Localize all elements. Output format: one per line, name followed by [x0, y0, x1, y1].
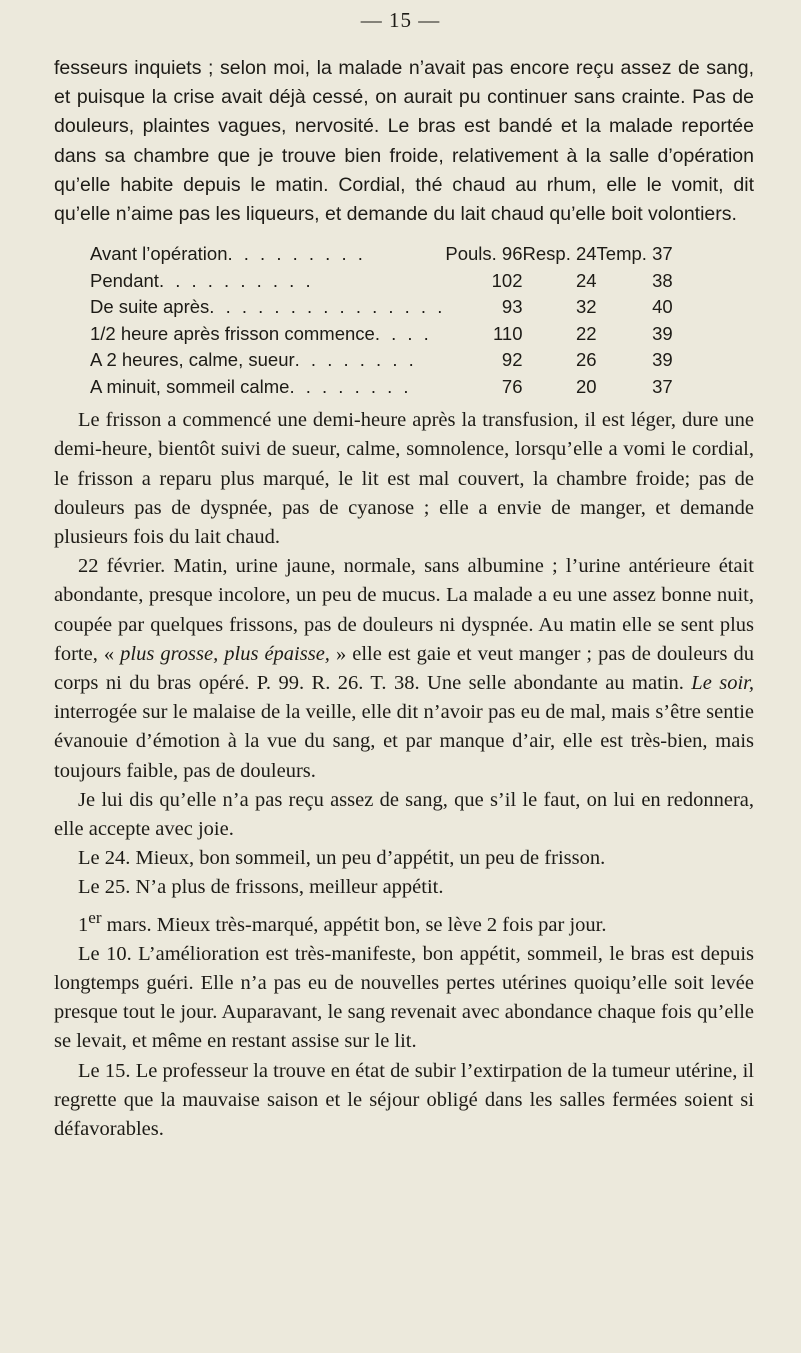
pulse-value: 93	[501, 296, 523, 318]
paragraph-1er-mars	[54, 903, 754, 940]
paragraph-text: 22 février. Matin, urine jaune, normale, sans albumine ; l’urine antérieure était abondante, presque incolore, un peu de mucus. La malade a eu une assez bonne nuit, coupée par quelques frissons, pas de douleurs ni dyspnée. Au matin elle se sent plus forte, «	[54, 555, 754, 665]
paragraph-text: interrogée sur le malaise de la veille, elle dit n’avoir pas eu de mal, mais s’être sentie évanouie d’émotion à la vue du sang, et par manque d’air, elle est très-bien, mais toujours faible, pas de douleurs.	[54, 701, 754, 782]
table-row	[90, 241, 673, 268]
table-row	[90, 321, 673, 348]
temp-value: 40	[652, 296, 673, 318]
paragraph-le-10: Le 10. L’amélioration est très-manifeste, bon appétit, sommeil, le bras est depuis longtemps guéri. Elle n’a pas eu de nouvelles pertes utérines quoiqu’elle soit levée presque tout le jour. Auparavant, le sang revenait avec abondance chaque fois qu’elle se levait, et même en restant assise sur le lit.	[54, 942, 754, 1053]
resp-value: 32	[575, 296, 597, 318]
paragraph-text: » elle est gaie et veut manger ; pas de douleurs du corps ni du bras opéré. P. 99. R. 26. T. 38. Une selle abondante au matin.	[54, 642, 754, 695]
leader-dots: . . . . . . . .	[289, 375, 412, 397]
paragraph-text: mars. Mieux très-marqué, appétit bon, se lève 2 fois par jour.	[101, 913, 607, 936]
paragraph-le-25: Le 25. N’a plus de frissons, meilleur appétit.	[78, 876, 444, 899]
pulse-value: 92	[501, 349, 523, 371]
italic-le-soir: Le soir,	[691, 672, 754, 695]
vitals-table	[90, 241, 673, 400]
temp-value: 39	[652, 322, 673, 344]
leader-dots: . . . .	[374, 322, 432, 344]
row-label: Avant l’opération	[90, 243, 228, 265]
page-body	[54, 54, 754, 1144]
superscript-er: er	[88, 907, 102, 927]
pulse-value: 76	[501, 375, 523, 397]
resp-value: 26	[575, 349, 597, 371]
italic-quote: plus grosse, plus épaisse,	[120, 642, 330, 665]
leader-dots: . . . . . . . . . .	[158, 269, 314, 291]
temp-value: 37	[652, 375, 673, 397]
table-row	[90, 294, 673, 321]
paragraph-je-lui-dis: Je lui dis qu’elle n’a pas reçu assez de sang, que s’il le faut, on lui en redonnera, elle accepte avec joie.	[54, 788, 754, 841]
pulse-value: Pouls. 96	[445, 243, 523, 265]
paragraph-le-15: Le 15. Le professeur la trouve en état de subir l’extirpation de la tumeur utérine, il regrette que la mauvaise saison et le séjour obligé dans les salles fermées soient si défavorables.	[54, 1059, 754, 1140]
temp-value: Temp. 37	[596, 243, 673, 265]
leader-dots: . . . . . . . . . . . . . . .	[209, 296, 446, 318]
paragraph-frisson: Le frisson a commencé une demi-heure après la transfusion, il est léger, dure une demi-heure, bientôt suivi de sueur, calme, somnolence, lorsqu’elle a vomi le cordial, le frisson a reparu plus marqué, le lit est mal couvert, la chambre froide; pas de douleurs pas de dyspnée, pas de cyanose ; elle a envie de manger, et demande plusieurs fois du lait chaud.	[54, 409, 754, 549]
paragraph-le-24: Le 24. Mieux, bon sommeil, un peu d’appétit, un peu de frisson.	[78, 847, 606, 870]
paragraph-continuation: fesseurs inquiets ; selon moi, la malade n’avait pas encore reçu assez de sang, et puisque la crise avait déjà cessé, on aurait pu continuer sans crainte. Pas de douleurs, plaintes vagues, nervosité. Le bras est bandé et la malade reportée dans sa chambre que je trouve bien froide, relativement à la salle d’opération qu’elle habite depuis le matin. Cordial, thé chaud au rhum, elle le vomit, dit qu’elle n’aime pas les liqueurs, et demande du lait chaud qu’elle boit volontiers.	[54, 57, 754, 226]
row-label: 1/2 heure après frisson commence	[90, 322, 375, 344]
row-label: Pendant	[90, 269, 159, 291]
row-label: A 2 heures, calme, sueur	[90, 349, 295, 371]
resp-value: Resp. 24	[522, 243, 597, 265]
row-label: De suite après	[90, 296, 210, 318]
resp-value: 22	[575, 322, 597, 344]
temp-value: 39	[652, 349, 673, 371]
row-label: A minuit, sommeil calme	[90, 375, 290, 397]
resp-value: 24	[575, 269, 597, 291]
table-row	[90, 374, 673, 401]
resp-value: 20	[575, 375, 597, 397]
page-number: — 15 —	[360, 8, 441, 32]
leader-dots: . . . . . . . .	[294, 349, 417, 371]
table-row	[90, 268, 673, 295]
temp-value: 38	[652, 269, 673, 291]
paragraph-22-fevrier	[54, 552, 754, 786]
table-row	[90, 347, 673, 374]
pulse-value: 102	[491, 269, 523, 291]
pulse-value: 110	[493, 322, 523, 344]
paragraph-text: 1	[78, 913, 89, 936]
leader-dots: . . . . . . . . .	[227, 243, 366, 265]
